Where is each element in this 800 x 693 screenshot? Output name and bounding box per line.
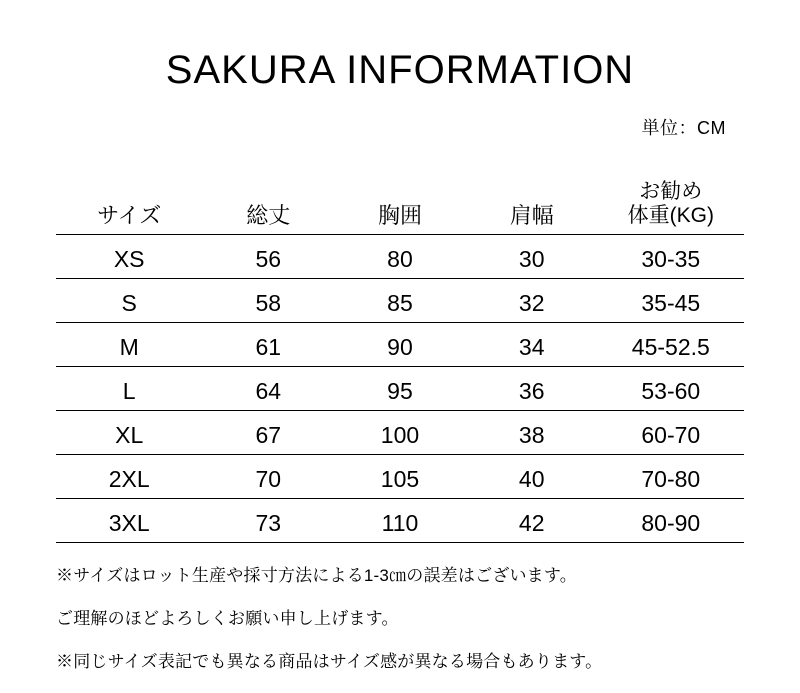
cell-length: 61 — [202, 323, 334, 367]
cell-size: L — [56, 367, 202, 411]
note-measurement-tolerance: ※サイズはロット生産や採寸方法による1-3㎝の誤差はございます。 — [56, 566, 577, 585]
cell-size: S — [56, 279, 202, 323]
cell-bust: 100 — [334, 411, 466, 455]
cell-bust: 110 — [334, 499, 466, 543]
cell-size: XS — [56, 235, 202, 279]
cell-size: 3XL — [56, 499, 202, 543]
table-row — [56, 323, 744, 367]
cell-weight: 70-80 — [598, 455, 744, 499]
table-header-row — [56, 162, 744, 235]
cell-bust: 90 — [334, 323, 466, 367]
table-row — [56, 367, 744, 411]
cell-size: M — [56, 323, 202, 367]
cell-shoulder: 34 — [466, 323, 598, 367]
cell-shoulder: 40 — [466, 455, 598, 499]
cell-length: 70 — [202, 455, 334, 499]
column-header-size: サイズ — [56, 162, 202, 235]
page-title: SAKURA INFORMATION — [165, 48, 635, 92]
cell-length: 64 — [202, 367, 334, 411]
cell-size: 2XL — [56, 455, 202, 499]
cell-length: 73 — [202, 499, 334, 543]
cell-weight: 45-52.5 — [598, 323, 744, 367]
cell-weight: 80-90 — [598, 499, 744, 543]
note-understanding-request: ご理解のほどよろしくお願い申し上げます。 — [56, 608, 399, 628]
column-header-recommended-weight-line1: お勧め — [639, 179, 703, 203]
cell-length: 58 — [202, 279, 334, 323]
table-row — [56, 235, 744, 279]
cell-size: XL — [56, 411, 202, 455]
column-header-recommended-weight — [598, 162, 744, 235]
cell-bust: 95 — [334, 367, 466, 411]
unit-label: 単位：CM — [641, 118, 726, 138]
cell-length: 67 — [202, 411, 334, 455]
column-header-length: 総丈 — [202, 162, 334, 235]
table-row — [56, 279, 744, 323]
table-body — [56, 235, 744, 543]
cell-weight: 53-60 — [598, 367, 744, 411]
cell-bust: 85 — [334, 279, 466, 323]
table-header — [56, 162, 744, 235]
cell-shoulder: 30 — [466, 235, 598, 279]
table-row — [56, 499, 744, 543]
notes-section — [56, 565, 744, 674]
column-header-bust: 胸囲 — [334, 162, 466, 235]
cell-shoulder: 32 — [466, 279, 598, 323]
cell-shoulder: 38 — [466, 411, 598, 455]
cell-weight: 30-35 — [598, 235, 744, 279]
column-header-recommended-weight-line2: 体重(KG) — [627, 203, 714, 227]
cell-weight: 35-45 — [598, 279, 744, 323]
table-row — [56, 455, 744, 499]
cell-shoulder: 36 — [466, 367, 598, 411]
cell-bust: 105 — [334, 455, 466, 499]
cell-bust: 80 — [334, 235, 466, 279]
table-row — [56, 411, 744, 455]
cell-weight: 60-70 — [598, 411, 744, 455]
size-table — [56, 162, 744, 543]
cell-length: 56 — [202, 235, 334, 279]
note-size-variation: ※同じサイズ表記でも異なる商品はサイズ感が異なる場合もあります。 — [56, 651, 603, 671]
column-header-shoulder: 肩幅 — [466, 162, 598, 235]
cell-shoulder: 42 — [466, 499, 598, 543]
